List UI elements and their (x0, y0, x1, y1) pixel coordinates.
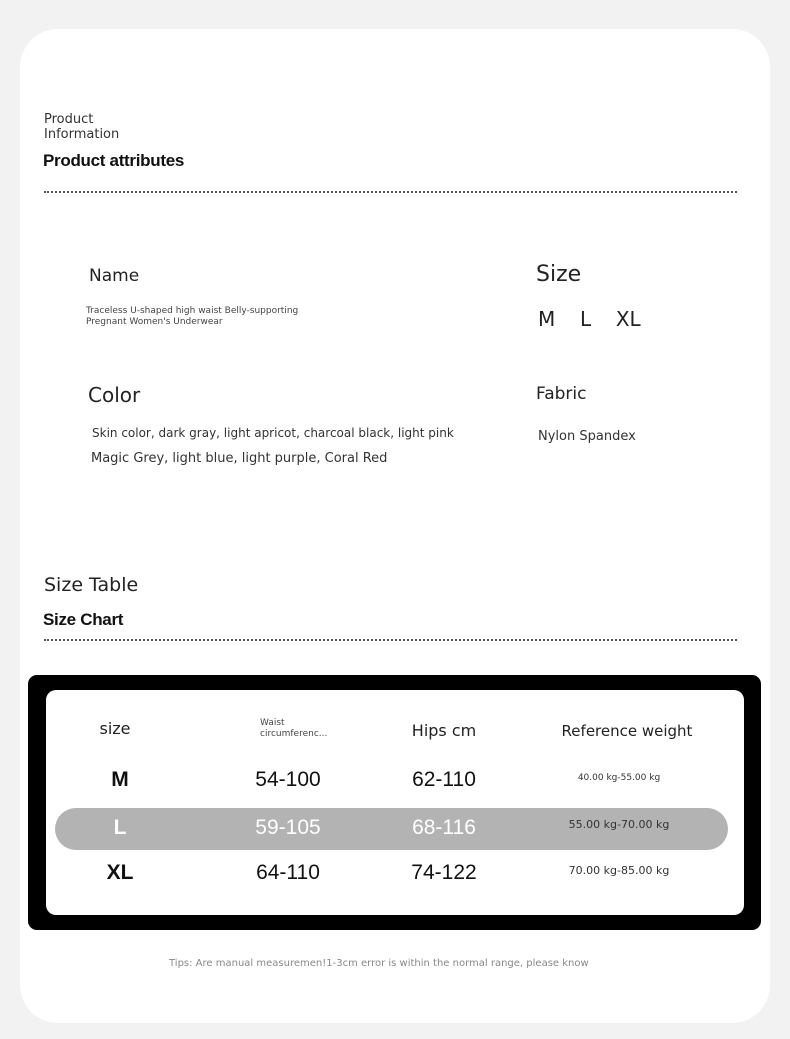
table-row-waist: 64-110 (256, 861, 320, 884)
fabric-value: Nylon Spandex (538, 429, 636, 444)
table-row-weight: 70.00 kg-85.00 kg (568, 864, 670, 877)
fabric-label: Fabric (536, 384, 587, 404)
size-option-xl: XL (615, 307, 641, 331)
name-value (86, 306, 298, 328)
table-row-weight: 40.00 kg-55.00 kg (577, 773, 661, 783)
divider-dotted (44, 191, 737, 193)
color-label: Color (88, 383, 141, 407)
table-row-size: M (111, 768, 129, 791)
header-waist-line-2: circumferenc... (260, 729, 328, 739)
table-row-waist: 54-100 (255, 768, 321, 791)
size-table-frame (28, 675, 761, 930)
table-row-hips: 62-110 (412, 768, 476, 791)
size-table-subtitle: Size Table (44, 574, 139, 596)
table-row-hips: 68-116 (412, 816, 476, 839)
name-label: Name (89, 266, 140, 286)
product-information-subtitle (44, 112, 119, 142)
header-waist (260, 718, 327, 740)
header-waist-line-1: Waist (260, 718, 285, 728)
table-row-waist: 59-105 (255, 816, 321, 839)
size-table (46, 690, 744, 915)
table-row-hips: 74-122 (411, 861, 477, 884)
name-value-line-2: Pregnant Women's Underwear (86, 317, 223, 327)
size-option-m: M (538, 307, 556, 331)
divider-dotted (44, 639, 737, 641)
tips-text: Tips: Are manual measuremen!1-3cm error is within the normal range, please know (169, 958, 589, 969)
product-attributes-title: Product attributes (43, 151, 185, 170)
product-subtitle-line-1: Product (44, 112, 94, 127)
table-row-size: XL (106, 861, 134, 884)
table-row-weight: 55.00 kg-70.00 kg (568, 818, 670, 831)
product-subtitle-line-2: Information (44, 127, 120, 142)
header-size: size (99, 719, 131, 738)
size-label: Size (536, 262, 582, 287)
table-row-size: L (113, 816, 127, 839)
size-options (538, 307, 641, 331)
size-option-l: L (579, 307, 592, 331)
color-value-line-1: Skin color, dark gray, light apricot, charcoal black, light pink (92, 426, 454, 440)
color-value-line-2: Magic Grey, light blue, light purple, Coral Red (91, 451, 388, 466)
header-reference-weight: Reference weight (561, 722, 693, 740)
name-value-line-1: Traceless U-shaped high waist Belly-supporting (86, 306, 299, 316)
size-chart-title: Size Chart (43, 610, 124, 629)
header-hips: Hips cm (411, 721, 477, 740)
